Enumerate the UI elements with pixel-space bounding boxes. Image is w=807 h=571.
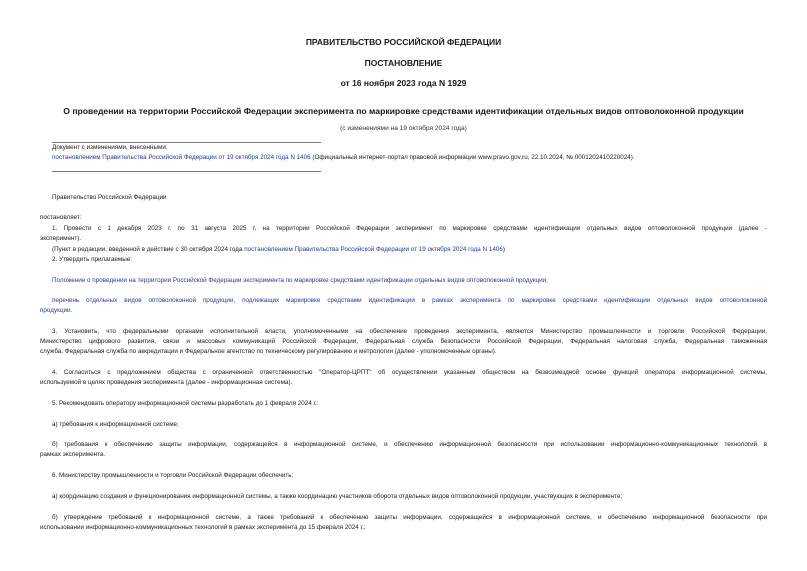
government-heading: ПРАВИТЕЛЬСТВО РОССИЙСКОЙ ФЕДЕРАЦИИ bbox=[305, 37, 502, 47]
product-list-link[interactable]: перечень отдельных видов оптоволоконной продукции, подлежащих маркировке средствами идентификации в рамках эксперимента по маркировке средствами идентификации отдельных видов оптоволоконной bbox=[52, 297, 767, 304]
paragraph-4-line-1: 4. Согласиться с предложением общества с ограниченной ответственностью "Оператор-ЦРПТ" об осуществлении указанным обществом на безвозмездной основе функций оператора информационной системы, bbox=[52, 369, 767, 376]
paragraph-1-note bbox=[52, 245, 505, 254]
note-amendment-link[interactable]: постановлением Правительства Российской Федерации от 19 октября 2024 года N 1406 bbox=[244, 246, 503, 253]
amendments-line bbox=[52, 153, 635, 162]
paragraph-5-b-line-2: рамках эксперимента. bbox=[40, 451, 106, 458]
paragraph-6-a: а) координацию создания и функционирования информационной системы, а также координацию участников оборота отдельных видов оптоволоконной продукции, участвующих в эксперименте; bbox=[52, 493, 623, 500]
paragraph-5-a: а) требования к информационной системе; bbox=[52, 421, 179, 428]
paragraph-6-b-line-2: использовании информационно-коммуникационных технологий в рамках эксперимента до 15 февраля 2024 г.; bbox=[40, 524, 366, 531]
amendments-intro: Документ с изменениями, внесенными: bbox=[52, 144, 168, 151]
note-suffix: ) bbox=[502, 246, 505, 253]
amendments-bottom-rule bbox=[52, 171, 321, 172]
amendment-source: (Официальный интернет-портал правовой информации www.pravo.gov.ru, 22.10.2024, № 0001202410220024). bbox=[310, 154, 635, 161]
document-type: ПОСТАНОВЛЕНИЕ bbox=[364, 58, 443, 68]
changes-note: (с изменениями на 19 октября 2024 года) bbox=[340, 125, 467, 132]
note-prefix: (Пункт в редакции, введенной в действие с 30 октября 2024 года bbox=[52, 246, 245, 253]
paragraph-4-line-2: используемой в целях проведения эксперимента (далее - информационная система). bbox=[40, 379, 293, 386]
paragraph-3-line-2: Министерство цифрового развития, связи и массовых коммуникаций Российской Федерации, Федеральная служба безопасности Российской Федерации, Федеральная налоговая служба, Федеральная таможенная bbox=[40, 338, 767, 345]
decides-label: постановляет: bbox=[40, 214, 82, 221]
paragraph-2-item-1 bbox=[52, 276, 548, 285]
document-title: О проведении на территории Российской Федерации эксперимента по маркировке средствами идентификации отдельных видов оптоволоконной продукции bbox=[63, 106, 744, 116]
paragraph-1-line-2: эксперимент). bbox=[40, 235, 82, 242]
paragraph-6: 6. Министерству промышленности и торговли Российской Федерации обеспечить: bbox=[52, 472, 294, 479]
paragraph-2: 2. Утвердить прилагаемые: bbox=[52, 256, 132, 263]
government-subject: Правительство Российской Федерации bbox=[52, 194, 167, 201]
amendment-link[interactable]: постановлением Правительства Российской Федерации от 19 октября 2024 года N 1406 bbox=[52, 154, 311, 161]
paragraph-3-line-3: служба, Федеральная служба по аккредитации и Федеральное агентство по техническому регулированию и метрологии (далее - уполномоченные органы). bbox=[40, 348, 497, 355]
paragraph-1-line-1: 1. Провести с 1 декабря 2023 г. по 31 августа 2025 г. на территории Российской Федерации эксперимент по маркировке средствами идентификации отдельных видов оптоволоконной продукции (далее - bbox=[52, 225, 767, 232]
paragraph-5-b-line-1: б) требования к обеспечению защиты информации, содержащейся в информационной системе, и обеспечению информационной безопасности при использовании информационно-коммуникационных технологий в bbox=[52, 441, 767, 448]
document-date-number: от 16 ноября 2023 года N 1929 bbox=[340, 78, 467, 88]
regulation-link[interactable]: Положение о проведении на территории Российской Федерации эксперимента по маркировке средствами идентификации отдельных видов оптоволоконной продукции; bbox=[52, 277, 548, 284]
paragraph-2-item-2-line-2 bbox=[40, 306, 72, 315]
paragraph-2-item-2-line-1 bbox=[52, 296, 767, 305]
product-list-link-end[interactable]: продукции. bbox=[40, 307, 73, 314]
paragraph-5: 5. Рекомендовать оператору информационной системы разработать до 1 февраля 2024 г.: bbox=[52, 400, 319, 407]
paragraph-6-b-line-1: б) утверждение требований к информационной системе, а также требований к обеспечению защиты информации, содержащейся в информационной системе, и обеспечению информационной безопасности при bbox=[52, 514, 767, 521]
paragraph-3-line-1: 3. Установить, что федеральными органами исполнительной власти, уполномоченными на обеспечение проведения эксперимента, являются Министерство промышленности и торговли Российской Федерации, bbox=[52, 328, 767, 335]
